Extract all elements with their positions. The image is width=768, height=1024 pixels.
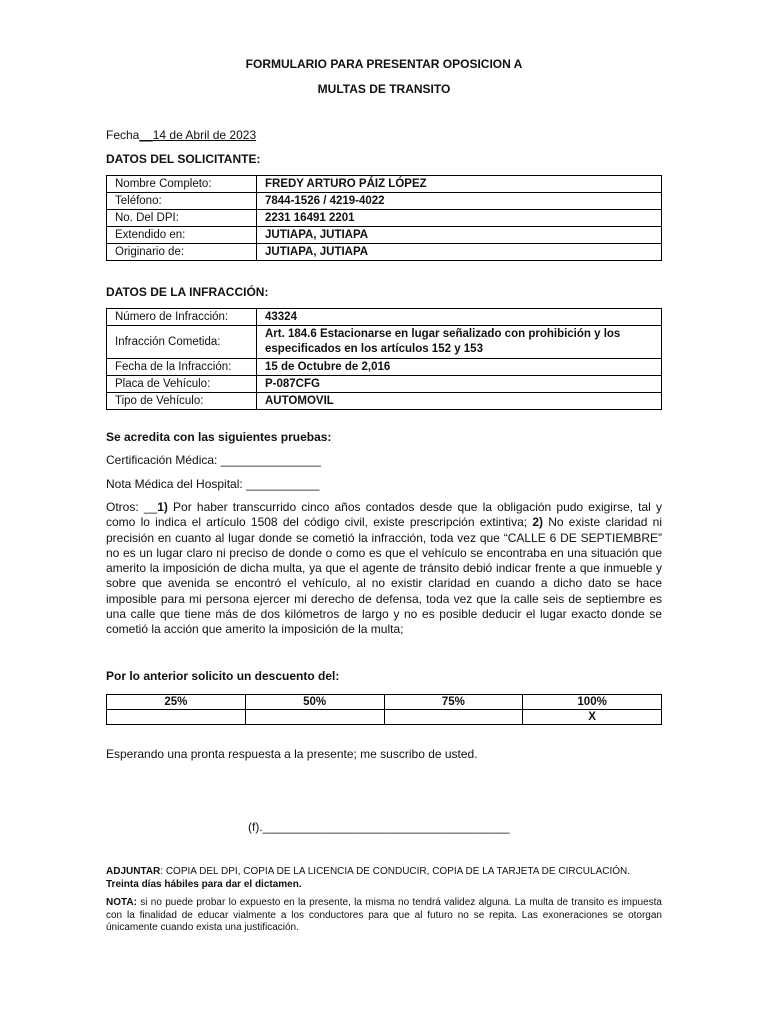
infraccion-heading: DATOS DE LA INFRACCIÓN: [106, 285, 269, 299]
table-row [107, 227, 662, 244]
nota-label: NOTA: [106, 897, 137, 908]
field-label: Nombre Completo: [107, 176, 257, 193]
form-title-line2: MULTAS DE TRANSITO [317, 82, 451, 96]
field-label: No. Del DPI: [107, 210, 257, 227]
field-value: JUTIAPA, JUTIAPA [257, 244, 662, 261]
field-label: Extendido en: [107, 227, 257, 244]
otros-label: Otros: __ [106, 500, 158, 514]
field-value: Art. 184.6 Estacionarse en lugar señalizado con prohibición y los especificados en los artículos 152 y 153 [257, 326, 662, 359]
field-label: Teléfono: [107, 193, 257, 210]
otros-num-1: 1) [157, 500, 168, 514]
table-row [107, 244, 662, 261]
solicitante-heading: DATOS DEL SOLICITANTE: [106, 152, 261, 166]
descuento-mark [384, 710, 523, 725]
table-row [107, 710, 662, 725]
nota-medica-line: Nota Médica del Hospital: ___________ [106, 477, 320, 491]
descuento-table [106, 694, 662, 725]
table-row [107, 210, 662, 227]
table-row [107, 393, 662, 410]
nota-text: si no puede probar lo expuesto en la presente, la misma no tendrá validez alguna. La multa de transito es impuesta con la finalidad de educar vialmente a los conductores para que al futuro no se repita. Las exoneraciones se otorgan únicamente cuando exista una justificación. [106, 897, 662, 933]
infraccion-table [106, 308, 662, 410]
adjuntar-label: ADJUNTAR [106, 866, 161, 877]
field-value: AUTOMOVIL [257, 393, 662, 410]
date-label: Fecha [106, 128, 140, 142]
nota-paragraph [106, 897, 662, 935]
descuento-mark [245, 710, 384, 725]
descuento-header: 50% [245, 695, 384, 710]
form-title-line1: FORMULARIO PARA PRESENTAR OPOSICION A [245, 57, 523, 71]
field-label: Placa de Vehículo: [107, 376, 257, 393]
plazo-text: Treinta días hábiles para dar el dictamen. [106, 879, 302, 890]
otros-text-1: Por haber transcurrido cinco años contados desde que la obligación pudo exigirse, tal y como lo indica el artículo 1508 del código civil, existe prescripción extintiva; [106, 500, 662, 530]
table-row [107, 376, 662, 393]
field-value: FREDY ARTURO PÁIZ LÓPEZ [257, 176, 662, 193]
closing-text: Esperando una pronta respuesta a la presente; me suscribo de usted. [106, 747, 478, 761]
descuento-mark [107, 710, 246, 725]
cert-medica-line: Certificación Médica: _______________ [106, 453, 321, 467]
field-value: 43324 [257, 309, 662, 326]
date-value: __14 de Abril de 2023 [139, 128, 257, 142]
descuento-heading: Por lo anterior solicito un descuento del: [106, 669, 340, 683]
pruebas-heading: Se acredita con las siguientes pruebas: [106, 430, 332, 444]
otros-num-2: 2) [532, 515, 543, 530]
table-row [107, 359, 662, 376]
otros-text-2: No existe claridad ni precisión en cuanto al lugar donde se cometió la infracción, toda vez que “CALLE 6 DE SEPTIEMBRE” no es un lugar claro ni preciso de donde o como es que el vehículo se encontraba en una situación que amerito la imposición de dicha multa, ya que el agente de tránsito debió indicar frente a que inmueble y sobre que avenida se encontró el vehículo, al no existir claridad en cuando a dicho dato se hace imposible para mi persona ejercer mi derecho de defensa, toda vez que la calle seis de septiembre es una calle que tiene más de dos kilómetros de largo y no es posible deducir el lugar exacto donde se cometió la acción que amerito la imposición de la multa; [106, 515, 662, 637]
field-label: Tipo de Vehículo: [107, 393, 257, 410]
field-value: P-087CFG [257, 376, 662, 393]
solicitante-table [106, 175, 662, 261]
descuento-header: 25% [107, 695, 246, 710]
field-value: 7844-1526 / 4219-4022 [257, 193, 662, 210]
field-value: 2231 16491 2201 [257, 210, 662, 227]
otros-paragraph [106, 500, 662, 638]
signature-line: (f)._____________________________________ [248, 820, 510, 834]
field-value: 15 de Octubre de 2,016 [257, 359, 662, 376]
descuento-header: 100% [523, 695, 662, 710]
field-label: Número de Infracción: [107, 309, 257, 326]
table-row [107, 176, 662, 193]
date-line [106, 128, 256, 142]
table-row [107, 695, 662, 710]
table-row [107, 326, 662, 359]
field-value: JUTIAPA, JUTIAPA [257, 227, 662, 244]
adjuntar-note [106, 866, 662, 879]
adjuntar-text: : COPIA DEL DPI, COPIA DE LA LICENCIA DE CONDUCIR, COPIA DE LA TARJETA DE CIRCULACIÓN. [160, 866, 631, 877]
descuento-mark: X [523, 710, 662, 725]
table-row [107, 193, 662, 210]
field-label: Originario de: [107, 244, 257, 261]
field-label: Fecha de la Infracción: [107, 359, 257, 376]
table-row [107, 309, 662, 326]
descuento-header: 75% [384, 695, 523, 710]
field-label: Infracción Cometida: [107, 326, 257, 359]
